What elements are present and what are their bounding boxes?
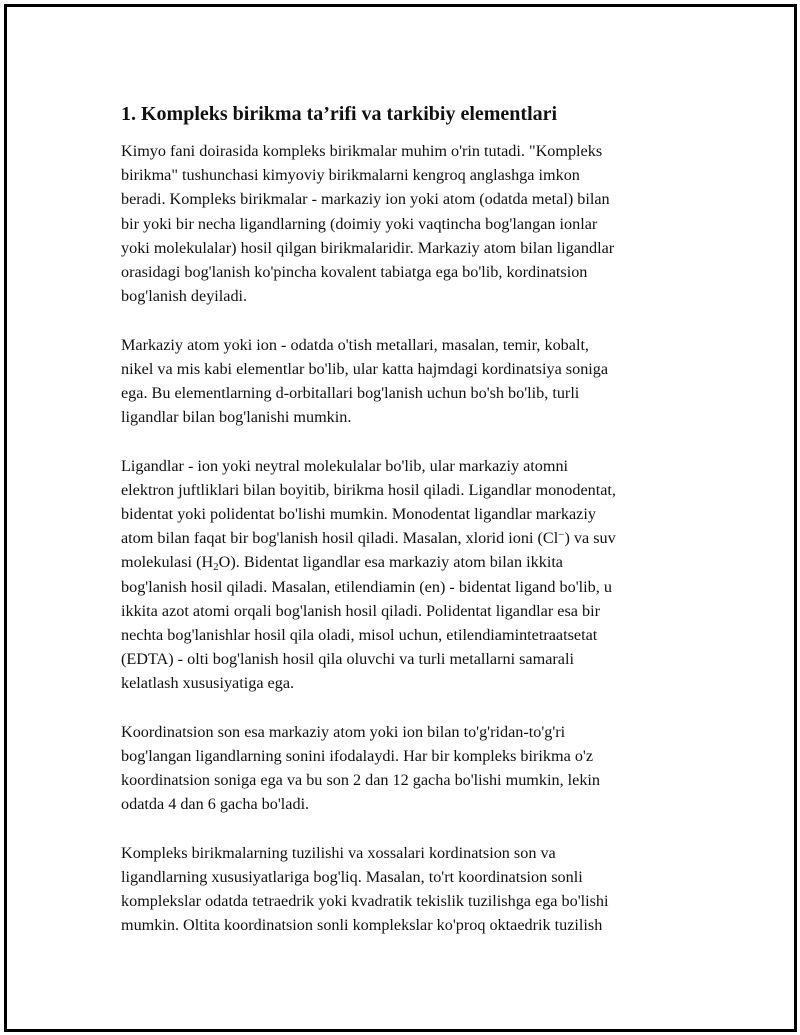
text-line: bog'langan ligandlarning sonini ifodalaydi. Har bir kompleks birikma o'z xyxy=(121,747,594,766)
text-fragment: molekulasi (H xyxy=(121,553,214,572)
text-line-water xyxy=(121,550,701,574)
text-line: orasidagi bog'lanish ko'pincha kovalent tabiatga ega bo'lib, kordinatsion xyxy=(121,263,588,282)
text-fragment: O). Bidentat ligandlar esa markaziy atom bilan ikkita xyxy=(218,553,563,572)
text-line: ligandlarning xususiyatlariga bog'liq. Masalan, to'rt koordinatsion sonli xyxy=(121,868,583,887)
text-line: beradi. Kompleks birikmalar - markaziy ion yoki atom (odatda metal) bilan xyxy=(121,190,610,209)
text-line: Markaziy atom yoki ion - odatda o'tish metallari, masalan, temir, kobalt, xyxy=(121,335,589,354)
text-line: Kompleks birikmalarning tuzilishi va xossalari kordinatsion son va xyxy=(121,843,556,862)
text-line: yoki molekulalar) hosil qilgan birikmalaridir. Markaziy atom bilan ligandlar xyxy=(121,238,615,257)
paragraph-coordination-number xyxy=(121,720,701,817)
page-frame xyxy=(4,4,797,1032)
text-line: kelatlash xususiyatiga ega. xyxy=(121,674,295,693)
text-line: bog'lanish hosil qiladi. Masalan, etilendiamin (en) - bidentat ligand bo'lib, u xyxy=(121,577,612,596)
text-line: ligandlar bilan bog'lanishi mumkin. xyxy=(121,408,352,427)
text-line: birikma" tushunchasi kimyoviy birikmalarni kengroq anglashga imkon xyxy=(121,166,580,185)
text-line: bidentat yoki polidentat bo'lishi mumkin. Monodentat ligandlar markaziy xyxy=(121,505,596,524)
paragraph-central-atom xyxy=(121,333,701,430)
text-line: Kimyo fani doirasida kompleks birikmalar muhim o'rin tutadi. "Kompleks xyxy=(121,142,603,160)
text-line: bog'lanish deyiladi. xyxy=(121,287,248,306)
formula-subscript: 2 xyxy=(213,561,219,574)
text-fragment: atom bilan faqat bir bog'lanish hosil qiladi. Masalan, xlorid ioni (Cl xyxy=(121,529,559,548)
text-line: Ligandlar - ion yoki neytral molekulalar bo'lib, ular markaziy atomni xyxy=(121,456,569,475)
text-line: bir yoki bir necha ligandlarning (doimiy yoki vaqtincha bog'langan ionlar xyxy=(121,214,598,233)
paragraph-structure xyxy=(121,841,701,938)
section-heading: 1. Kompleks birikma ta’rifi va tarkibiy elementlari xyxy=(121,103,558,125)
text-line: komplekslar odatda tetraedrik yoki kvadratik tekislik tuzilishga ega bo'lishi xyxy=(121,892,609,911)
text-line: nikel va mis kabi elementlar bo'lib, ular katta hajmdagi kordinatsiya soniga xyxy=(121,359,609,378)
text-line: mumkin. Oltita koordinatsion sonli komplekslar ko'proq oktaedrik tuzilish xyxy=(121,916,603,935)
text-line: koordinatsion soniga ega va bu son 2 dan 12 gacha bo'lishi mumkin, lekin xyxy=(121,771,601,790)
text-line: elektron juftliklari bilan boyitib, birikma hosil qiladi. Ligandlar monodentat, xyxy=(121,480,616,499)
text-line: ega. Bu elementlarning d-orbitallari bog'lanish uchun bo'sh bo'lib, turli xyxy=(121,384,580,403)
text-line: ikkita azot atomi orqali bog'lanish hosil qiladi. Polidentat ligandlar esa bir xyxy=(121,601,601,620)
text-line: nechta bog'lanishlar hosil qila oladi, misol uchun, etilendiamintetraatsetat xyxy=(121,626,598,645)
text-line: Koordinatsion son esa markaziy atom yoki ion bilan to'g'ridan-to'g'ri xyxy=(121,722,566,741)
charge-superscript: − xyxy=(558,529,565,542)
document-body xyxy=(121,101,701,962)
text-line: odatda 4 dan 6 gacha bo'ladi. xyxy=(121,795,310,814)
text-line: (EDTA) - olti bog'lanish hosil qila oluvchi va turli metallarni samarali xyxy=(121,650,574,669)
text-line-chloride xyxy=(121,526,701,550)
paragraph-ligands xyxy=(121,454,701,696)
text-fragment: ) va suv xyxy=(564,529,616,548)
paragraph-intro xyxy=(121,139,701,308)
